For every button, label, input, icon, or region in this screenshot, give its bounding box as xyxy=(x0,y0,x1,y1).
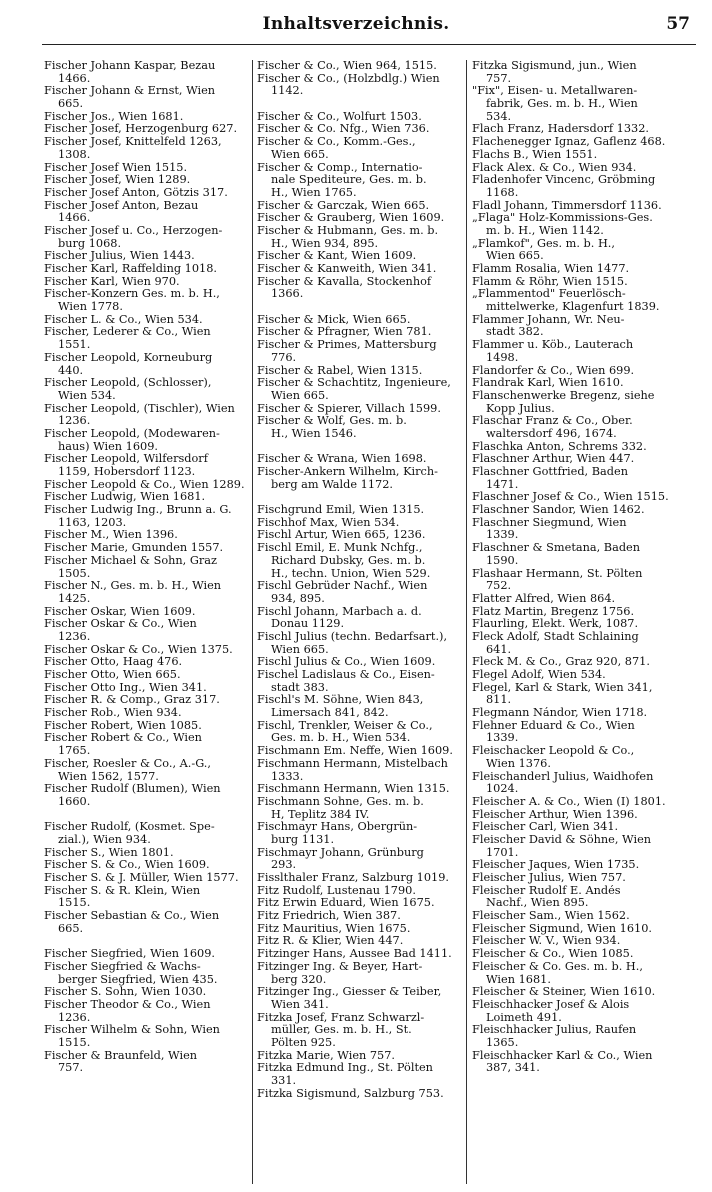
index-entry-continuation: 1236. xyxy=(58,415,91,428)
index-entry-continuation: 1466. xyxy=(58,72,91,85)
index-entry: Flatz Martin, Bregenz 1756. xyxy=(472,605,635,618)
index-entry: Fischer Leopold, (Schlosser), xyxy=(44,377,212,390)
index-entry: Fischmann Sohne, Ges. m. b. xyxy=(257,795,424,808)
index-entry: Fischer & Co. Nfg., Wien 736. xyxy=(257,123,430,136)
index-entry: Fischer R. & Comp., Graz 317. xyxy=(44,694,220,707)
index-entry-continuation: 1168. xyxy=(486,186,519,199)
index-entry: Flegmann Nándor, Wien 1718. xyxy=(472,707,648,720)
index-entry-continuation: 1024. xyxy=(486,783,519,796)
index-entry: Fischer Leopold & Co., Wien 1289. xyxy=(44,478,245,491)
index-entry-continuation: Wien 665. xyxy=(486,250,544,263)
index-entry: Fischer Marie, Gmunden 1557. xyxy=(44,542,224,555)
index-entry: Fischel Ladislaus & Co., Eisen- xyxy=(257,669,435,681)
index-entry-continuation: berg 320. xyxy=(271,973,327,986)
index-entry xyxy=(257,98,462,111)
index-entry-continuation: 1765. xyxy=(58,745,91,758)
index-entry: Fischer Siegfried & Wachs- xyxy=(44,960,201,973)
index-entry: Fleischacker Leopold & Co., xyxy=(472,745,635,758)
index-entry: Flanschenwerke Bregenz, siehe xyxy=(472,389,655,402)
index-entry-continuation: 1333. xyxy=(271,770,304,783)
index-entry-continuation: mittelwerke, Klagenfurt 1839. xyxy=(486,301,660,314)
index-entry: Fischmayr Hans, Obergrün- xyxy=(257,821,418,834)
index-entry-continuation: Pölten 925. xyxy=(271,1036,336,1049)
index-entry-continuation: 293. xyxy=(271,859,297,872)
index-entry: Fischl's M. Söhne, Wien 843, xyxy=(257,694,424,707)
index-entry: Fischer & Comp., Internatio- xyxy=(257,161,423,174)
index-entry: Fischer Oskar & Co., Wien xyxy=(44,618,197,631)
index-entry: Fleischer Sam., Wien 1562. xyxy=(472,910,630,923)
index-entry: Fischer & Schachtitz, Ingenieure, xyxy=(257,377,451,390)
index-entry-continuation: H., Wien 1546. xyxy=(271,427,357,440)
index-entry-continuation: 534. xyxy=(486,110,512,123)
index-entry-continuation: nale Spediteure, Ges. m. b. xyxy=(271,174,427,187)
index-entry: Fladl Johann, Timmersdorf 1136. xyxy=(472,199,662,212)
header-rule xyxy=(42,44,696,45)
index-entry: Fischer L. & Co., Wien 534. xyxy=(44,313,203,326)
column-divider xyxy=(466,60,467,1184)
index-entry: Flatter Alfred, Wien 864. xyxy=(472,592,616,605)
index-entry: Flaschner Arthur, Wien 447. xyxy=(472,453,635,466)
index-entry xyxy=(257,441,462,454)
index-entry-continuation: 387, 341. xyxy=(486,1062,540,1075)
index-entry: Fischer & Co., (Holzbdlg.) Wien xyxy=(257,72,440,85)
page-title: Inhaltsverzeichnis. xyxy=(262,14,450,34)
index-entry: Flammer Johann, Wr. Neu- xyxy=(472,313,625,326)
index-entry: Flaschar Franz & Co., Ober. xyxy=(472,415,633,428)
index-entry: Fischl Artur, Wien 665, 1236. xyxy=(257,529,426,542)
index-entry-continuation: 1236. xyxy=(58,630,91,643)
index-entry: Fischmann Hermann, Mistelbach xyxy=(257,757,448,770)
index-entry: Fitzka Marie, Wien 757. xyxy=(257,1049,396,1062)
index-entry: Fischer, Roesler & Co., A.-G., xyxy=(44,757,211,770)
index-entry: Fischl Julius & Co., Wien 1609. xyxy=(257,656,436,669)
index-entry: Flandorfer & Co., Wien 699. xyxy=(472,364,635,377)
index-entry-continuation: Wien 1376. xyxy=(486,757,551,770)
index-entry: Fischer Rudolf, (Kosmet. Spe- xyxy=(44,821,215,834)
index-entry-continuation: berg am Walde 1172. xyxy=(271,478,394,491)
index-entry: Fischer & Rabel, Wien 1315. xyxy=(257,364,423,377)
index-entry: Fischer Ludwig Ing., Brunn a. G. xyxy=(44,504,232,517)
index-entry: Fischer-Ankern Wilhelm, Kirch- xyxy=(257,466,438,478)
index-entry: Fischer Josef, Wien 1289. xyxy=(44,174,191,187)
index-entry: Fischer Sebastian & Co., Wien xyxy=(44,910,220,923)
index-entry-continuation: 1308. xyxy=(58,148,91,161)
index-entry: Fladenhofer Vincenc, Gröbming xyxy=(472,174,656,187)
index-entry-continuation: 641. xyxy=(486,643,512,656)
index-entry-continuation: stadt 383. xyxy=(271,681,329,694)
column-divider xyxy=(252,60,253,1184)
index-entry: Fischer Leopold, (Modewaren- xyxy=(44,427,220,440)
page-header xyxy=(0,10,712,40)
index-entry: Fleischer Rudolf E. Andés xyxy=(472,884,621,897)
index-entry: Fischl Johann, Marbach a. d. xyxy=(257,605,422,618)
index-entry: Fitzinger Ing., Giesser & Teiber, xyxy=(257,986,442,999)
index-entry: Flegel, Karl & Stark, Wien 341, xyxy=(472,681,653,694)
index-entry-continuation: 1515. xyxy=(58,897,91,910)
index-entry-continuation: burg 1131. xyxy=(271,833,335,846)
index-entry: Fischl Julius (techn. Bedarfsart.), xyxy=(257,630,448,643)
index-entry: Fleischanderl Julius, Waidhofen xyxy=(472,770,654,783)
index-entry-continuation: 1660. xyxy=(58,795,91,808)
index-entry: „Flaga" Holz-Kommissions-Ges. xyxy=(472,212,653,225)
index-entry: Fischer S., Wien 1801. xyxy=(44,846,174,859)
index-entry-continuation: Wien 1562, 1577. xyxy=(58,770,159,783)
index-entry-continuation: Ges. m. b. H., Wien 534. xyxy=(271,732,411,745)
index-entry: Flandrak Karl, Wien 1610. xyxy=(472,377,624,390)
index-entry: Fischer & Kant, Wien 1609. xyxy=(257,250,417,263)
index-entry: Flach Franz, Hadersdorf 1332. xyxy=(472,123,650,136)
index-entry-continuation: H., Wien 934, 895. xyxy=(271,237,379,250)
index-entry: Fischer Johann & Ernst, Wien xyxy=(44,85,216,98)
index-entry: Fleischer David & Söhne, Wien xyxy=(472,833,652,846)
index-entry: Fitzka Sigismund, Salzburg 753. xyxy=(257,1087,444,1100)
index-entry-continuation: fabrik, Ges. m. b. H., Wien xyxy=(486,98,638,111)
index-entry: Fischer Robert & Co., Wien xyxy=(44,732,202,745)
index-entry: Fischer Wilhelm & Sohn, Wien xyxy=(44,1024,220,1037)
index-entry-continuation: haus) Wien 1609. xyxy=(58,440,159,453)
index-entry: Fischer & Pfragner, Wien 781. xyxy=(257,326,432,339)
index-entry-continuation: m. b. H., Wien 1142. xyxy=(486,224,604,237)
index-entry-continuation: 752. xyxy=(486,580,512,593)
index-entry-continuation: Richard Dubsky, Ges. m. b. xyxy=(271,554,426,567)
index-entry: Fischer Josef, Knittelfeld 1263, xyxy=(44,136,222,149)
index-entry-continuation: 1142. xyxy=(271,85,304,98)
index-entry: Fleischer W. V., Wien 934. xyxy=(472,935,621,948)
index-entry-continuation: 1159, Hobersdorf 1123. xyxy=(58,466,196,478)
index-entry: Fleischhacker Josef & Alois xyxy=(472,998,630,1011)
index-entry: Fischer Otto, Haag 476. xyxy=(44,656,183,669)
index-entry: Fleischer Julius, Wien 757. xyxy=(472,872,626,884)
index-entry xyxy=(257,301,462,314)
index-entry-continuation: 1466. xyxy=(58,212,91,225)
index-entry-continuation: 757. xyxy=(486,72,512,85)
index-entry: Fleischer Arthur, Wien 1396. xyxy=(472,808,638,821)
index-entry: Fitzka Josef, Franz Schwarzl- xyxy=(257,1011,425,1024)
index-entry: Fischer Rob., Wien 934. xyxy=(44,707,182,720)
index-entry: „Flamkof", Ges. m. b. H., xyxy=(472,237,615,250)
page-number: 57 xyxy=(666,14,690,34)
index-entry: Fischmayr Johann, Grünburg xyxy=(257,846,424,859)
index-entry: Fitzinger Ing. & Beyer, Hart- xyxy=(257,960,423,973)
index-entry: Flammer u. Köb., Lauterach xyxy=(472,339,634,352)
index-entry: Flamm & Röhr, Wien 1515. xyxy=(472,275,628,288)
index-entry: Fischer Josef u. Co., Herzogen- xyxy=(44,224,223,237)
index-entry: Fleck M. & Co., Graz 920, 871. xyxy=(472,656,650,669)
index-entry-continuation: 1551. xyxy=(58,339,91,352)
index-entry: Fischer & Mick, Wien 665. xyxy=(257,313,411,326)
index-entry-continuation: 1163, 1203. xyxy=(58,516,127,529)
index-entry-continuation: Wien 1681. xyxy=(486,973,551,986)
index-column-2 xyxy=(257,60,462,1186)
index-entry: Fischer Johann Kaspar, Bezau xyxy=(44,60,216,72)
index-entry: Fischer & Wrana, Wien 1698. xyxy=(257,453,427,466)
index-entry-continuation: 440. xyxy=(58,364,84,377)
index-entry: Fischer & Spierer, Villach 1599. xyxy=(257,402,441,415)
index-entry: Fitz Erwin Eduard, Wien 1675. xyxy=(257,897,435,910)
index-entry: Flachenegger Ignaz, Gaflenz 468. xyxy=(472,136,666,149)
index-entry-continuation: 1425. xyxy=(58,592,91,605)
index-entry: Fitzka Edmund Ing., St. Pölten xyxy=(257,1062,433,1075)
index-entry: Flack Alex. & Co., Wien 934. xyxy=(472,161,637,174)
index-entry-continuation: 1471. xyxy=(486,478,519,491)
index-entry: Fleischer A. & Co., Wien (I) 1801. xyxy=(472,795,666,808)
index-entry: Fischer & Co., Wien 964, 1515. xyxy=(257,60,437,72)
index-entry: Fitz R. & Klier, Wien 447. xyxy=(257,935,404,948)
index-entry-continuation: 1366. xyxy=(271,288,304,301)
index-entry-continuation: 934, 895. xyxy=(271,592,325,605)
index-entry-continuation: 331. xyxy=(271,1075,297,1087)
index-entry: Fischer Josef Anton, Götzis 317. xyxy=(44,186,228,199)
index-entry: Fischmann Em. Neffe, Wien 1609. xyxy=(257,745,453,758)
index-entry: "Fix", Eisen- u. Metallwaren- xyxy=(472,85,638,98)
index-entry: Fischer Leopold, (Tischler), Wien xyxy=(44,402,235,415)
index-entry: Fischmann Hermann, Wien 1315. xyxy=(257,783,450,796)
index-entry: Fischer Rudolf (Blumen), Wien xyxy=(44,783,221,796)
index-entry-continuation: 1505. xyxy=(58,567,91,580)
index-entry-continuation: 1498. xyxy=(486,351,519,364)
index-entry: Fleischer & Co., Wien 1085. xyxy=(472,948,634,961)
index-entry-continuation: 1339. xyxy=(486,732,519,745)
index-entry: Fischl, Trenkler, Weiser & Co., xyxy=(257,719,433,732)
index-entry-continuation: Wien 341. xyxy=(271,998,329,1011)
index-entry-continuation: 757. xyxy=(58,1062,84,1075)
index-entry-continuation: Loimeth 491. xyxy=(486,1011,562,1024)
index-entry: Fischer & Primes, Mattersburg xyxy=(257,339,437,352)
index-entry: Fischer & Hubmann, Ges. m. b. xyxy=(257,224,439,237)
index-entry: Flegel Adolf, Wien 534. xyxy=(472,669,606,681)
index-entry: Fitz Mauritius, Wien 1675. xyxy=(257,922,411,935)
index-entry-continuation: Wien 665. xyxy=(271,643,329,656)
index-entry: Fischer S. & Co., Wien 1609. xyxy=(44,859,210,872)
index-entry: Flaschner Gottfried, Baden xyxy=(472,466,628,478)
index-entry: Fischer Siegfried, Wien 1609. xyxy=(44,948,216,961)
index-entry: Flaschner Siegmund, Wien xyxy=(472,516,627,529)
index-entry: Fischer Jos., Wien 1681. xyxy=(44,110,184,123)
index-entry: Fischl Emil, E. Munk Nchfg., xyxy=(257,542,423,555)
index-entry: Fischer & Garczak, Wien 665. xyxy=(257,199,430,212)
index-entry xyxy=(44,935,249,948)
index-entry: Fischer Josef Anton, Bezau xyxy=(44,199,199,212)
index-entry: Fitz Friedrich, Wien 387. xyxy=(257,910,401,923)
index-entry: Fleischer & Co. Ges. m. b. H., xyxy=(472,960,643,973)
index-entry: Fischer Julius, Wien 1443. xyxy=(44,250,195,263)
index-entry: Fischhof Max, Wien 534. xyxy=(257,516,400,529)
index-column-1 xyxy=(44,60,249,1186)
index-entry: Flehner Eduard & Co., Wien xyxy=(472,719,635,732)
index-entry xyxy=(257,491,462,504)
index-entry-continuation: müller, Ges. m. b. H., St. xyxy=(271,1024,412,1037)
index-entry: Fleischer Sigmund, Wien 1610. xyxy=(472,922,653,935)
index-entry: Flaschner & Smetana, Baden xyxy=(472,542,641,555)
index-entry-continuation: Wien 665. xyxy=(271,389,329,402)
index-entry: Fleischer Carl, Wien 341. xyxy=(472,821,619,834)
index-entry-continuation: 1590. xyxy=(486,554,519,567)
index-entry-continuation: 776. xyxy=(271,351,297,364)
index-entry: Fleischhacker Julius, Raufen xyxy=(472,1024,637,1037)
index-entry: Fischer Oskar & Co., Wien 1375. xyxy=(44,643,233,656)
index-entry-continuation: 665. xyxy=(58,98,84,111)
index-entry: Fitzinger Hans, Aussee Bad 1411. xyxy=(257,948,452,961)
index-entry: Flachs B., Wien 1551. xyxy=(472,148,598,161)
index-entry-continuation: Wien 665. xyxy=(271,148,329,161)
index-entry-continuation: 811. xyxy=(486,694,512,707)
index-entry: Flashaar Hermann, St. Pölten xyxy=(472,567,643,580)
index-entry: Fischer & Grauberg, Wien 1609. xyxy=(257,212,445,225)
index-entry-continuation: berger Siegfried, Wien 435. xyxy=(58,973,218,986)
index-entry: Fischer Otto, Wien 665. xyxy=(44,669,181,681)
index-entry-continuation: Donau 1129. xyxy=(271,618,345,631)
index-entry: Fischer & Kanweith, Wien 341. xyxy=(257,263,437,275)
index-entry: Fitzka Sigismund, jun., Wien xyxy=(472,60,637,72)
index-entry: Fisslthaler Franz, Salzburg 1019. xyxy=(257,872,449,884)
index-entry: Fischer M., Wien 1396. xyxy=(44,529,178,542)
index-entry: Fischer Robert, Wien 1085. xyxy=(44,719,202,732)
index-entry: Fischer Josef Wien 1515. xyxy=(44,161,188,174)
index-entry xyxy=(44,809,249,822)
index-entry: Fleischhacker Karl & Co., Wien xyxy=(472,1049,653,1062)
index-entry: Fischer Leopold, Wilfersdorf xyxy=(44,453,208,466)
index-entry: Fischer S. & J. Müller, Wien 1577. xyxy=(44,872,239,884)
index-entry: Fischer Josef, Herzogenburg 627. xyxy=(44,123,238,136)
index-entry: „Flammentod" Feuerlösch- xyxy=(472,288,626,301)
index-entry-continuation: burg 1068. xyxy=(58,237,122,250)
index-entry: Fischer & Kavalla, Stockenhof xyxy=(257,275,432,288)
index-entry: Fischer & Braunfeld, Wien xyxy=(44,1049,198,1062)
index-entry: Flaurling, Elekt. Werk, 1087. xyxy=(472,618,639,631)
index-entry: Fischgrund Emil, Wien 1315. xyxy=(257,504,425,517)
index-entry-continuation: Limersach 841, 842. xyxy=(271,707,389,720)
index-entry: Fischer Theodor & Co., Wien xyxy=(44,998,211,1011)
index-entry: Fischl Gebrüder Nachf., Wien xyxy=(257,580,428,593)
index-entry-continuation: stadt 382. xyxy=(486,326,544,339)
index-entry-continuation: 1701. xyxy=(486,846,519,859)
index-entry: Fischer & Wolf, Ges. m. b. xyxy=(257,415,407,428)
index-entry-continuation: Wien 1778. xyxy=(58,301,123,314)
index-entry: Fischer S. Sohn, Wien 1030. xyxy=(44,986,207,999)
index-entry: Fischer Karl, Wien 970. xyxy=(44,275,180,288)
index-entry-continuation: Nachf., Wien 895. xyxy=(486,897,589,910)
index-entry: Fischer S. & R. Klein, Wien xyxy=(44,884,201,897)
index-entry: Fischer N., Ges. m. b. H., Wien xyxy=(44,580,222,593)
index-entry: Flaschner Josef & Co., Wien 1515. xyxy=(472,491,669,504)
index-entry-continuation: H, Teplitz 384 IV. xyxy=(271,808,370,821)
index-entry: Fischer, Lederer & Co., Wien xyxy=(44,326,211,339)
index-entry: Flamm Rosalia, Wien 1477. xyxy=(472,263,630,275)
index-entry: Fleck Adolf, Stadt Schlaining xyxy=(472,630,639,643)
index-entry-continuation: H., Wien 1765. xyxy=(271,186,357,199)
index-entry: Fischer Oskar, Wien 1609. xyxy=(44,605,196,618)
index-entry: Fischer Leopold, Korneuburg xyxy=(44,351,213,364)
index-entry: Fischer Ludwig, Wien 1681. xyxy=(44,491,206,504)
index-entry-continuation: Wien 534. xyxy=(58,389,116,402)
index-entry: Fleischer & Steiner, Wien 1610. xyxy=(472,986,656,999)
index-entry-continuation: 1365. xyxy=(486,1036,519,1049)
index-entry-continuation: 1339. xyxy=(486,529,519,542)
index-entry-continuation: Kopp Julius. xyxy=(486,402,555,415)
index-entry: Fleischer Jaques, Wien 1735. xyxy=(472,859,640,872)
index-entry-continuation: H., techn. Union, Wien 529. xyxy=(271,567,431,580)
index-entry: Flaschka Anton, Schrems 332. xyxy=(472,440,647,453)
index-entry-continuation: 1515. xyxy=(58,1036,91,1049)
index-entry-continuation: 1236. xyxy=(58,1011,91,1024)
index-entry: Fischer Otto Ing., Wien 341. xyxy=(44,681,207,694)
index-entry: Fischer-Konzern Ges. m. b. H., xyxy=(44,288,220,301)
index-entry-continuation: 665. xyxy=(58,922,84,935)
index-entry: Fischer Karl, Raffelding 1018. xyxy=(44,263,218,275)
index-entry: Fitz Rudolf, Lustenau 1790. xyxy=(257,884,416,897)
index-entry-continuation: zial.), Wien 934. xyxy=(58,833,151,846)
index-entry-continuation: waltersdorf 496, 1674. xyxy=(486,427,617,440)
index-entry: Fischer Michael & Sohn, Graz xyxy=(44,554,217,567)
index-column-3 xyxy=(472,60,677,1186)
index-entry: Fischer & Co., Wolfurt 1503. xyxy=(257,110,422,123)
index-entry: Fischer & Co., Komm.-Ges., xyxy=(257,136,416,149)
index-entry: Flaschner Sandor, Wien 1462. xyxy=(472,504,645,517)
